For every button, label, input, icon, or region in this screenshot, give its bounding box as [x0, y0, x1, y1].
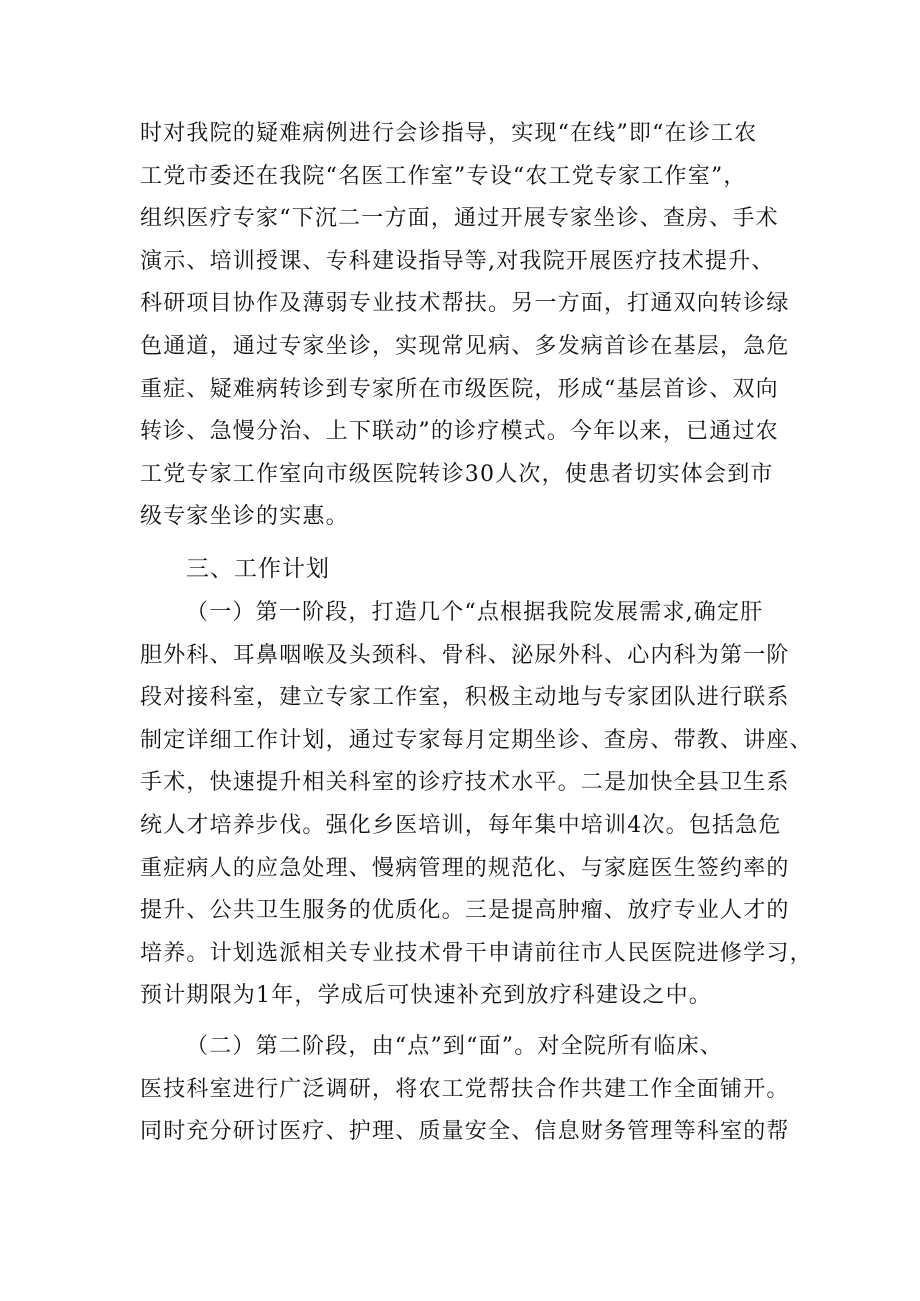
paragraph-line: 统人才培养步伐。强化乡医培训，每年集中培训4次。包括急危 — [140, 812, 782, 838]
paragraph-line: 医技科室进行广泛调研，将农工党帮扶合作共建工作全面铺开。 — [140, 1076, 790, 1102]
paragraph-line: 工党市委还在我院“名医工作室”专设“农工党专家工作室”， — [140, 163, 747, 189]
paragraph-line: 组织医疗专家“下沉二一方面，通过开展专家坐诊、查房、手术 — [140, 206, 779, 232]
paragraph-line: （二）第二阶段，由“点”到“面”。对全院所有临床、 — [186, 1034, 723, 1059]
paragraph-line: 时对我院的疑难病例进行会诊指导，实现“在线”即“在诊工农 — [140, 121, 758, 146]
section-heading: 三、工作计划 — [186, 556, 330, 582]
paragraph-2 — [140, 592, 813, 1018]
paragraph-1 — [140, 113, 800, 539]
paragraph-line: （一）第一阶段，打造几个“点根据我院发展需求,确定肝 — [186, 600, 764, 625]
paragraph-line: 级专家坐诊的实惠。 — [140, 504, 349, 530]
paragraph-line: 制定详细工作计划，通过专家每月定期坐诊、查房、带教、讲座、 — [140, 727, 813, 753]
paragraph-line: 胆外科、耳鼻咽喉及头颈科、骨科、泌尿外科、心内科为第一阶 — [140, 642, 790, 668]
paragraph-line: 科研项目协作及薄弱专业技术帮扶。另一方面，打通双向转诊绿 — [140, 291, 790, 317]
paragraph-line: 工党专家工作室向市级医院转诊30人次，使患者切实体会到市 — [140, 461, 774, 487]
paragraph-line: 同时充分研讨医疗、护理、质量安全、信息财务管理等科室的帮 — [140, 1119, 790, 1145]
paragraph-line: 预计期限为1年，学成后可快速补充到放疗科建设之中。 — [140, 983, 712, 1009]
paragraph-line: 手术，快速提升相关科室的诊疗技术水平。二是加快全县卫生系 — [140, 770, 790, 796]
paragraph-line: 段对接科室，建立专家工作室，积极主动地与专家团队进行联系 — [140, 685, 790, 711]
paragraph-line: 重症、疑难病转诊到专家所在市级医院，形成“基层首诊、双向 — [140, 376, 779, 402]
paragraph-line: 培养。计划选派相关专业技术骨干申请前往市人民医院进修学习， — [140, 940, 813, 966]
paragraph-line: 演示、培训授课、专科建设指导等,对我院开展医疗技术提升、 — [140, 248, 775, 274]
paragraph-line: 提升、公共卫生服务的优质化。三是提高肿瘤、放疗专业人才的 — [140, 898, 790, 924]
paragraph-3 — [140, 1026, 800, 1154]
paragraph-line: 重症病人的应急处理、慢病管理的规范化、与家庭医生签约率的 — [140, 855, 790, 881]
paragraph-line: 色通道，通过专家坐诊，实现常见病、多发病首诊在基层，急危 — [140, 333, 790, 359]
paragraph-line: 转诊、急慢分治、上下联动”的诊疗模式。今年以来，已通过农 — [140, 419, 779, 445]
